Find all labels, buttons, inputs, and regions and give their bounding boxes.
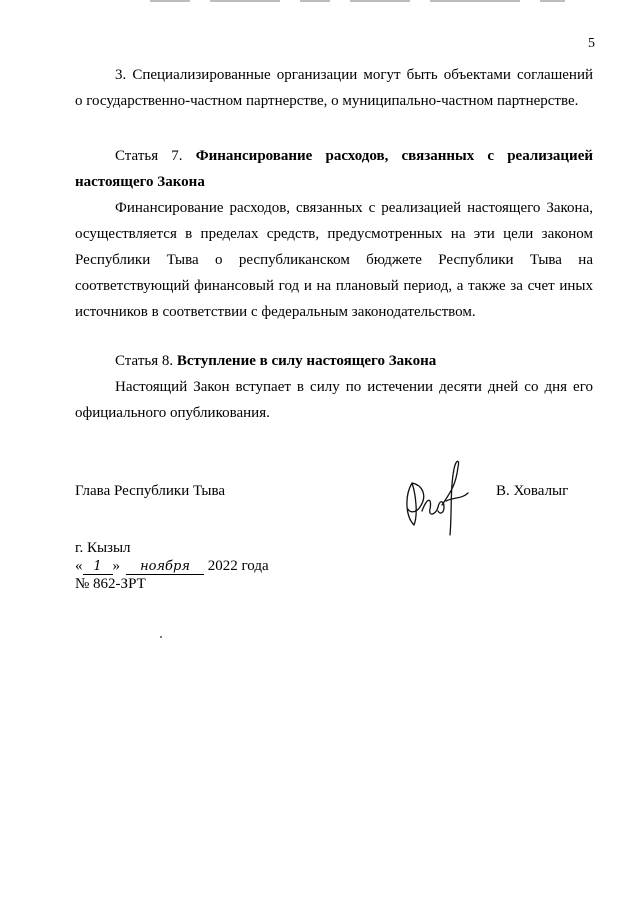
article-8-text-line-1: Настоящий Закон вступает в силу по истечении десяти дней со дня его (115, 379, 593, 395)
article-7-text-line-4: соответствующий финансовый год и на плановый период, а также за счет иных (75, 278, 593, 294)
signatory-name: В. Ховалыг (496, 483, 569, 499)
article-7-heading (75, 143, 593, 169)
handwritten-signature (398, 455, 478, 540)
scan-speck (160, 636, 162, 638)
city: г. Кызыл (75, 540, 131, 556)
date-year: 2022 года (207, 558, 269, 574)
article-7-label: Статья 7. (115, 148, 183, 164)
article-7-text-line-1: Финансирование расходов, связанных с реализацией настоящего Закона, (115, 200, 593, 216)
article-7-text-line-2: осуществляется в пределах средств, предусмотренных на эти цели законом (75, 226, 593, 242)
page-number: 5 (588, 36, 595, 51)
signatory-title: Глава Республики Тыва (75, 483, 226, 499)
article-7-title-cont: настоящего Закона (75, 174, 205, 190)
paragraph-3-line-2: о государственно-частном партнерстве, о муниципально-частном партнерстве. (75, 93, 579, 109)
quote-open: « (75, 558, 83, 574)
quote-close: » (112, 558, 120, 574)
article-8-label: Статья 8. (115, 353, 174, 369)
article-7-text-line-5: источников в соответствии с федеральным законодательством. (75, 304, 476, 320)
article-8-heading (75, 348, 593, 374)
article-8-title: Вступление в силу настоящего Закона (176, 353, 437, 369)
article-7-text-line-3: Республики Тыва о республиканском бюджете Республики Тыва на (75, 252, 593, 268)
date-month: ноября (126, 560, 204, 575)
law-number: № 862-ЗРТ (75, 576, 146, 592)
date-day: 1 (83, 560, 113, 575)
top-edge-scan-artifact (150, 0, 570, 3)
signing-date (75, 557, 269, 575)
paragraph-3-line-1: 3. Специализированные организации могут быть объектами соглашений (115, 67, 593, 83)
article-7-title: Финансирование расходов, связанных с реализацией (195, 148, 593, 164)
article-8-text-line-2: официального опубликования. (75, 405, 270, 421)
article-7-heading-cont (75, 169, 593, 195)
place-date-number-block (75, 539, 269, 593)
